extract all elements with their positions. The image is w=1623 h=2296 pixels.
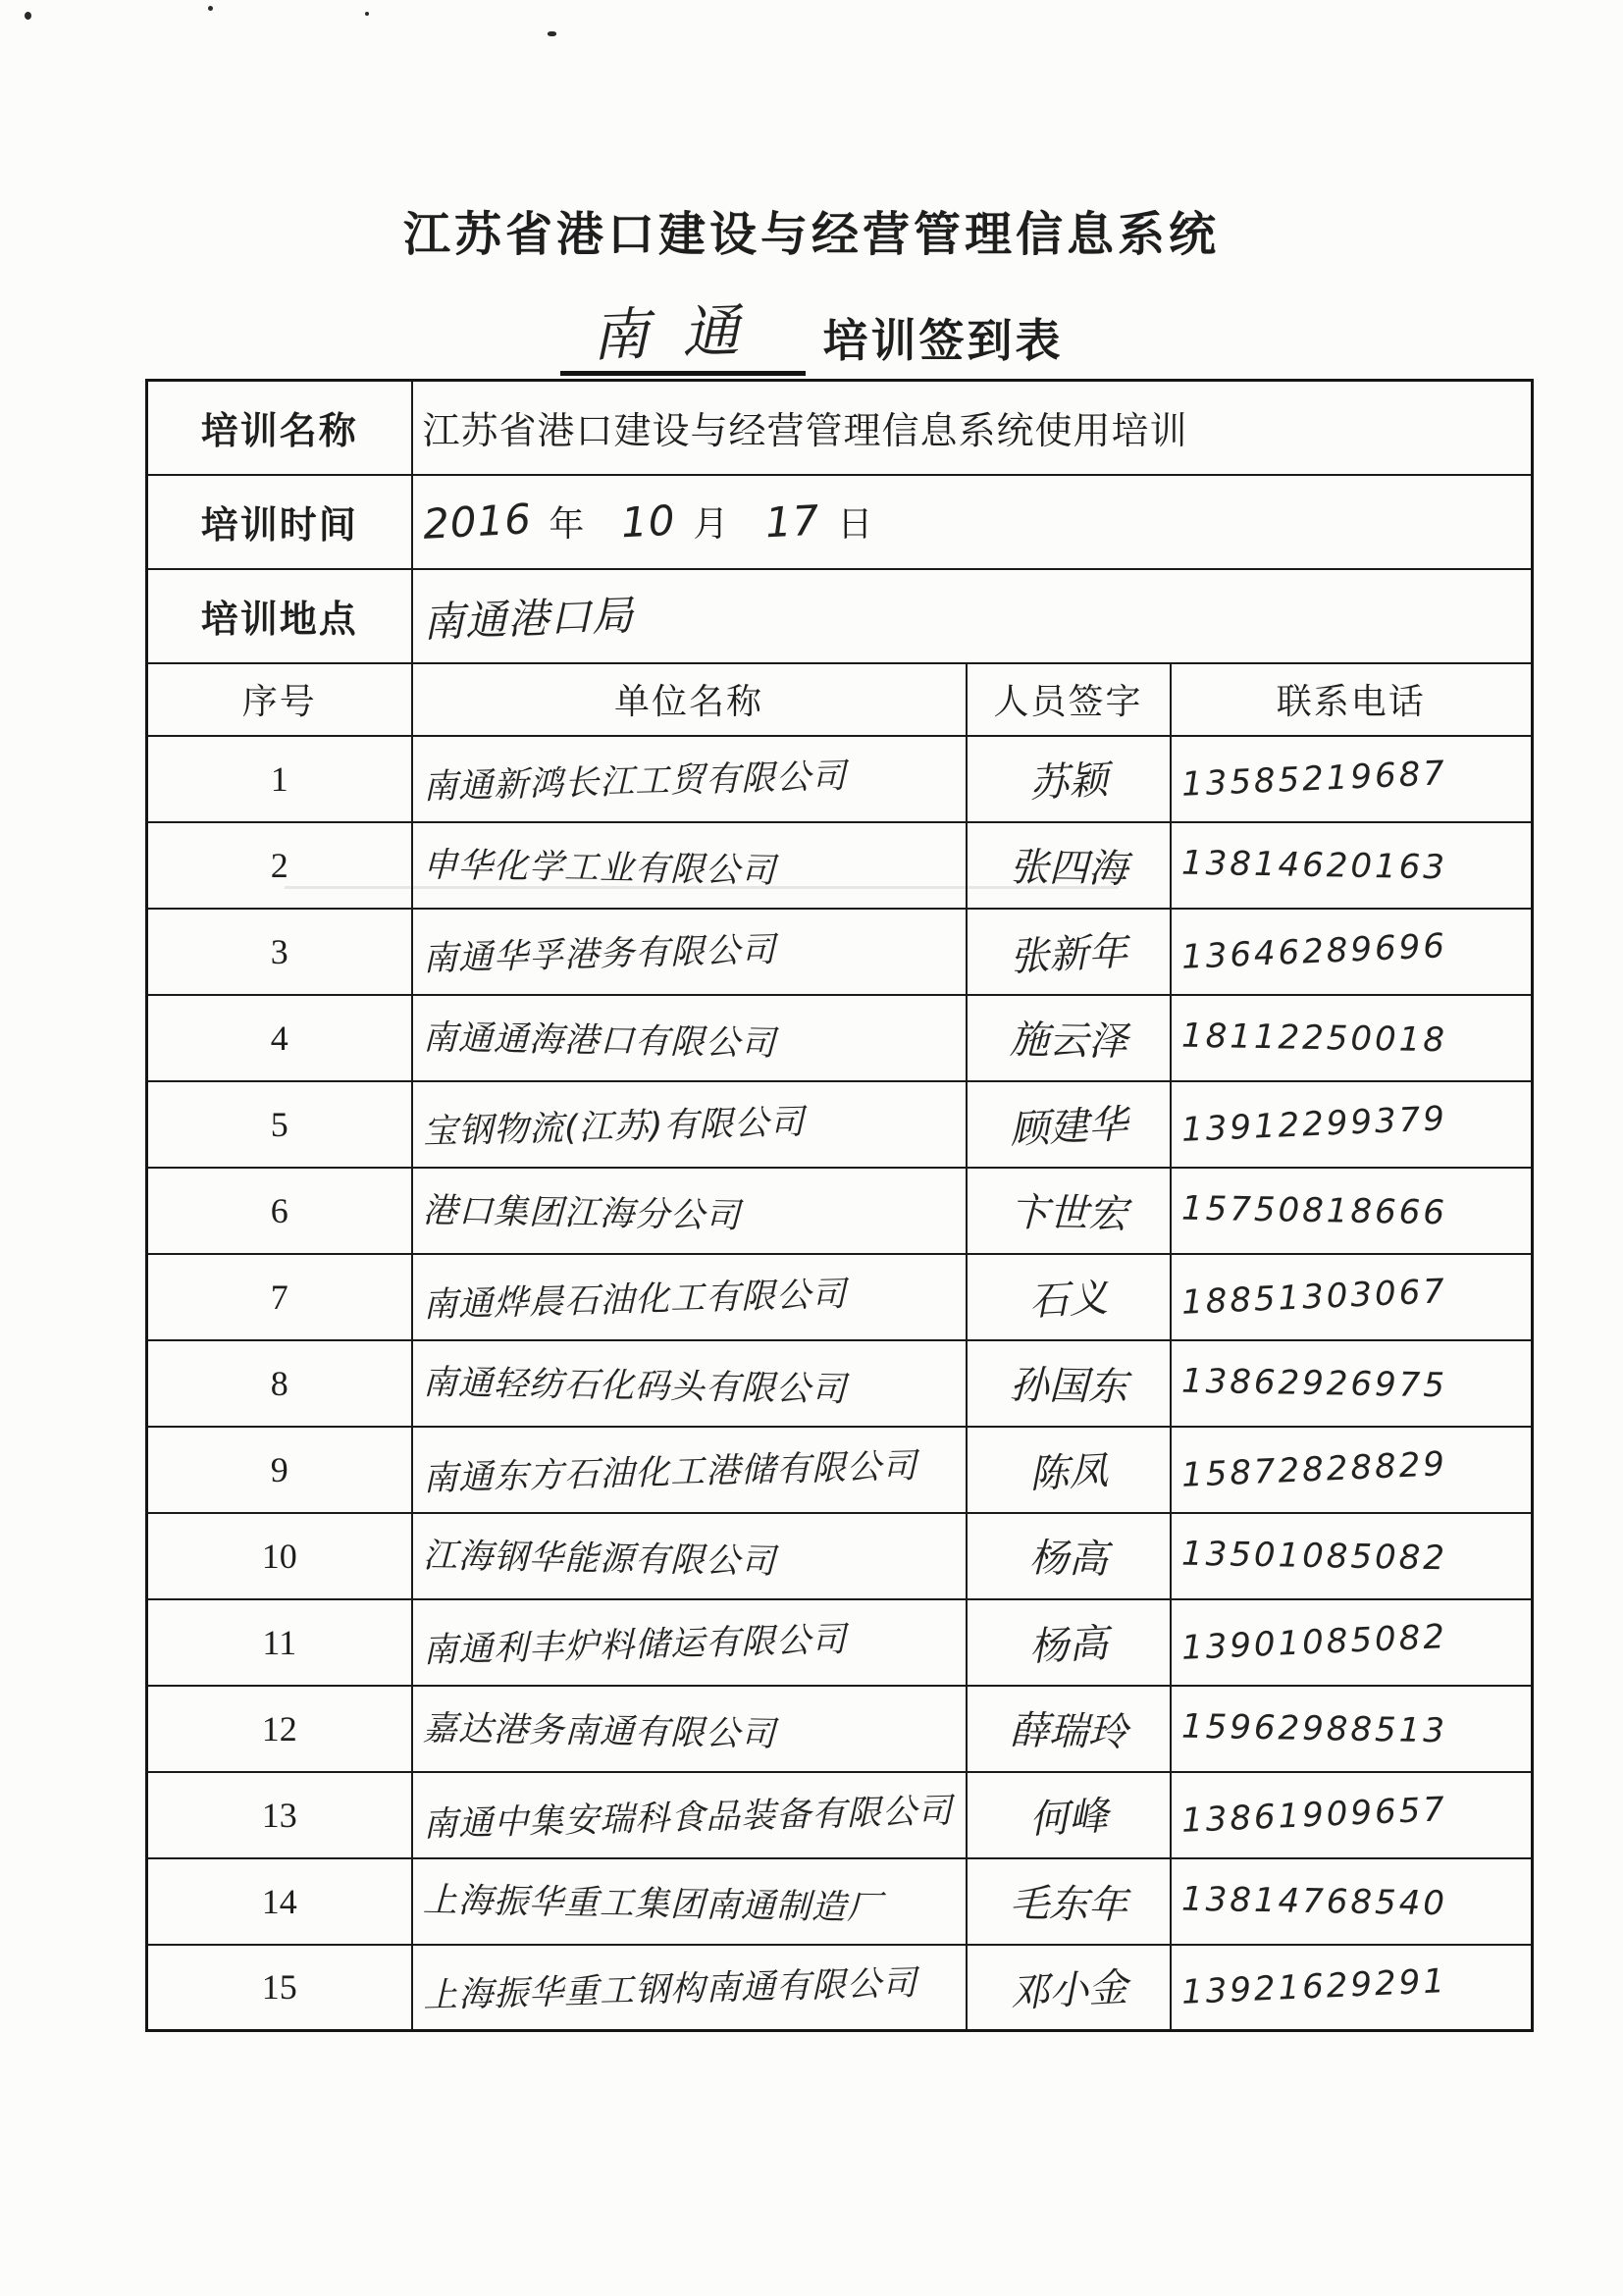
company-name-cell: [412, 1081, 967, 1168]
row-number: 3: [147, 909, 412, 995]
handwritten-company: 上海振华重工集团南通制造厂: [422, 1880, 882, 1928]
row-number: 7: [147, 1254, 412, 1340]
signature-cell: [967, 1772, 1171, 1858]
phone-cell: [1171, 1427, 1533, 1513]
table-row: [147, 736, 1533, 822]
handwritten-signature: 苏颖: [1027, 757, 1109, 808]
signature-cell: [967, 1858, 1171, 1945]
signature-cell: [967, 1599, 1171, 1686]
company-name-cell: [412, 1254, 967, 1340]
handwritten-signature: 施云泽: [1009, 1017, 1127, 1066]
row-number: 14: [147, 1858, 412, 1945]
table-row: [147, 1858, 1533, 1945]
table-row: [147, 1599, 1533, 1686]
company-name-cell: [412, 1772, 967, 1858]
handwritten-company: 南通轻纺石化码头有限公司: [422, 1362, 847, 1410]
table-row: [147, 1427, 1533, 1513]
handwritten-phone: 13862926975: [1180, 1361, 1447, 1405]
table-row: [147, 1772, 1533, 1858]
row-number: 5: [147, 1081, 412, 1168]
phone-cell: [1171, 1513, 1533, 1599]
company-name-cell: [412, 1858, 967, 1945]
column-header-row: [147, 663, 1533, 736]
row-number: 4: [147, 995, 412, 1081]
training-name-label: 培训名称: [147, 381, 412, 475]
phone-cell: [1171, 1599, 1533, 1686]
company-name-cell: [412, 1513, 967, 1599]
handwritten-phone: 13585219687: [1179, 753, 1448, 805]
training-time-value: [412, 475, 1533, 569]
handwritten-phone: 13814768540: [1180, 1879, 1447, 1923]
handwritten-signature: 张新年: [1008, 928, 1128, 981]
row-number: 13: [147, 1772, 412, 1858]
row-number: 2: [147, 822, 412, 909]
company-name-cell: [412, 1686, 967, 1772]
handwritten-signature: 张四海: [1009, 844, 1127, 893]
month-unit: 月: [693, 504, 730, 544]
training-name-row: [147, 381, 1533, 475]
table-row: [147, 995, 1533, 1081]
scan-speck: [365, 12, 369, 16]
handwritten-phone: 15872828829: [1179, 1443, 1448, 1495]
day-unit: 日: [837, 504, 874, 544]
training-place-value: [412, 569, 1533, 663]
row-number: 1: [147, 736, 412, 822]
table-row: [147, 1254, 1533, 1340]
signature-cell: [967, 1340, 1171, 1427]
phone-cell: [1171, 1686, 1533, 1772]
handwritten-phone: 13901085082: [1179, 1616, 1448, 1668]
table-row: [147, 1168, 1533, 1254]
scan-speck: [548, 31, 556, 36]
handwritten-company: 港口集团江海分公司: [422, 1190, 741, 1236]
handwritten-phone: 13861909657: [1179, 1789, 1448, 1841]
training-time-label: 培训时间: [147, 475, 412, 569]
col-header-index: 序号: [147, 663, 412, 736]
signature-cell: [967, 736, 1171, 822]
handwritten-signature: 顾建华: [1008, 1101, 1128, 1154]
handwritten-signature: 卞世宏: [1009, 1189, 1127, 1238]
signature-cell: [967, 1945, 1171, 2031]
handwritten-place: 南通港口局: [421, 590, 635, 647]
handwritten-signature: 孙国东: [1009, 1362, 1127, 1411]
row-number: 15: [147, 1945, 412, 2031]
handwritten-company: 南通东方石油化工港储有限公司: [422, 1445, 918, 1499]
table-row: [147, 1945, 1533, 2031]
handwritten-signature: 邓小金: [1008, 1964, 1128, 2016]
row-number: 9: [147, 1427, 412, 1513]
subtitle: 培训签到表: [822, 316, 1064, 366]
company-name-cell: [412, 1599, 967, 1686]
handwritten-location: 南通: [591, 295, 774, 370]
table-row: [147, 1340, 1533, 1427]
handwritten-signature: 石义: [1027, 1275, 1109, 1326]
col-header-company: 单位名称: [412, 663, 967, 736]
signature-cell: [967, 1081, 1171, 1168]
handwritten-signature: 杨高: [1028, 1536, 1108, 1583]
handwritten-year: 2016: [421, 495, 533, 548]
row-number: 12: [147, 1686, 412, 1772]
company-name-cell: [412, 995, 967, 1081]
handwritten-company: 申华化学工业有限公司: [422, 845, 776, 891]
company-name-cell: [412, 736, 967, 822]
company-name-cell: [412, 1427, 967, 1513]
phone-cell: [1171, 1168, 1533, 1254]
handwritten-company: 上海振华重工钢构南通有限公司: [422, 1963, 918, 2016]
phone-cell: [1171, 909, 1533, 995]
training-name-value: 江苏省港口建设与经营管理信息系统使用培训: [412, 381, 1533, 475]
training-place-row: [147, 569, 1533, 663]
handwritten-company: 南通新鸿长江工贸有限公司: [422, 756, 848, 808]
phone-cell: [1171, 1945, 1533, 2031]
handwritten-signature: 薛瑞玲: [1009, 1707, 1127, 1756]
handwritten-signature: 毛东年: [1009, 1880, 1127, 1929]
handwritten-company: 南通烨晨石油化工有限公司: [422, 1274, 848, 1326]
signature-cell: [967, 1686, 1171, 1772]
phone-cell: [1171, 1081, 1533, 1168]
scan-speck: [208, 6, 213, 11]
table-row: [147, 1686, 1533, 1772]
signature-cell: [967, 995, 1171, 1081]
training-place-label: 培训地点: [147, 569, 412, 663]
signin-table-body: [147, 381, 1533, 2031]
signature-cell: [967, 909, 1171, 995]
handwritten-phone: 15962988513: [1180, 1706, 1447, 1750]
signin-table: [145, 379, 1531, 2032]
handwritten-signature: 陈凤: [1027, 1447, 1109, 1498]
handwritten-phone: 15750818666: [1180, 1188, 1447, 1232]
phone-cell: [1171, 1254, 1533, 1340]
handwritten-company: 南通利丰炉料储运有限公司: [422, 1619, 848, 1671]
handwritten-company: 嘉达港务南通有限公司: [422, 1708, 776, 1754]
company-name-cell: [412, 1340, 967, 1427]
handwritten-phone: 13501085082: [1180, 1534, 1447, 1578]
handwritten-phone: 18112250018: [1180, 1016, 1447, 1060]
phone-cell: [1171, 736, 1533, 822]
year-unit: 年: [549, 504, 586, 544]
row-number: 10: [147, 1513, 412, 1599]
handwritten-company: 南通中集安瑞科食品装备有限公司: [422, 1791, 954, 1845]
phone-cell: [1171, 1772, 1533, 1858]
signature-cell: [967, 1168, 1171, 1254]
training-time-row: [147, 475, 1533, 569]
handwritten-company: 江海钢华能源有限公司: [422, 1536, 776, 1582]
signature-cell: [967, 822, 1171, 909]
handwritten-phone: 13646289696: [1179, 925, 1448, 977]
col-header-phone: 联系电话: [1171, 663, 1533, 736]
table-row: [147, 1513, 1533, 1599]
company-name-cell: [412, 909, 967, 995]
handwritten-day: 17: [763, 496, 821, 548]
handwritten-phone: 13912299379: [1179, 1098, 1448, 1150]
company-name-cell: [412, 1945, 967, 2031]
phone-cell: [1171, 1858, 1533, 1945]
table-row: [147, 1081, 1533, 1168]
row-number: 6: [147, 1168, 412, 1254]
table-row: [147, 909, 1533, 995]
page-title: 江苏省港口建设与经营管理信息系统: [402, 209, 1220, 261]
phone-cell: [1171, 822, 1533, 909]
company-name-cell: [412, 822, 967, 909]
handwritten-phone: 13921629291: [1179, 1961, 1448, 2013]
signature-cell: [967, 1427, 1171, 1513]
signature-cell: [967, 1513, 1171, 1599]
handwritten-signature: 何峰: [1027, 1793, 1109, 1844]
handwritten-month: 10: [619, 496, 677, 548]
handwritten-company: 宝钢物流(江苏)有限公司: [422, 1102, 806, 1152]
company-name-cell: [412, 1168, 967, 1254]
scan-speck: [25, 12, 31, 20]
row-number: 8: [147, 1340, 412, 1427]
table-row: [147, 822, 1533, 909]
handwritten-phone: 13814620163: [1180, 843, 1447, 887]
phone-cell: [1171, 1340, 1533, 1427]
row-number: 11: [147, 1599, 412, 1686]
handwritten-company: 南通通海港口有限公司: [422, 1018, 776, 1064]
handwritten-company: 南通华孚港务有限公司: [422, 929, 777, 979]
signature-cell: [967, 1254, 1171, 1340]
subtitle-row: [0, 287, 1623, 376]
location-blank-underline: [560, 287, 806, 376]
handwritten-signature: 杨高: [1027, 1620, 1109, 1671]
handwritten-phone: 18851303067: [1179, 1271, 1448, 1323]
phone-cell: [1171, 995, 1533, 1081]
col-header-signature: 人员签字: [967, 663, 1171, 736]
